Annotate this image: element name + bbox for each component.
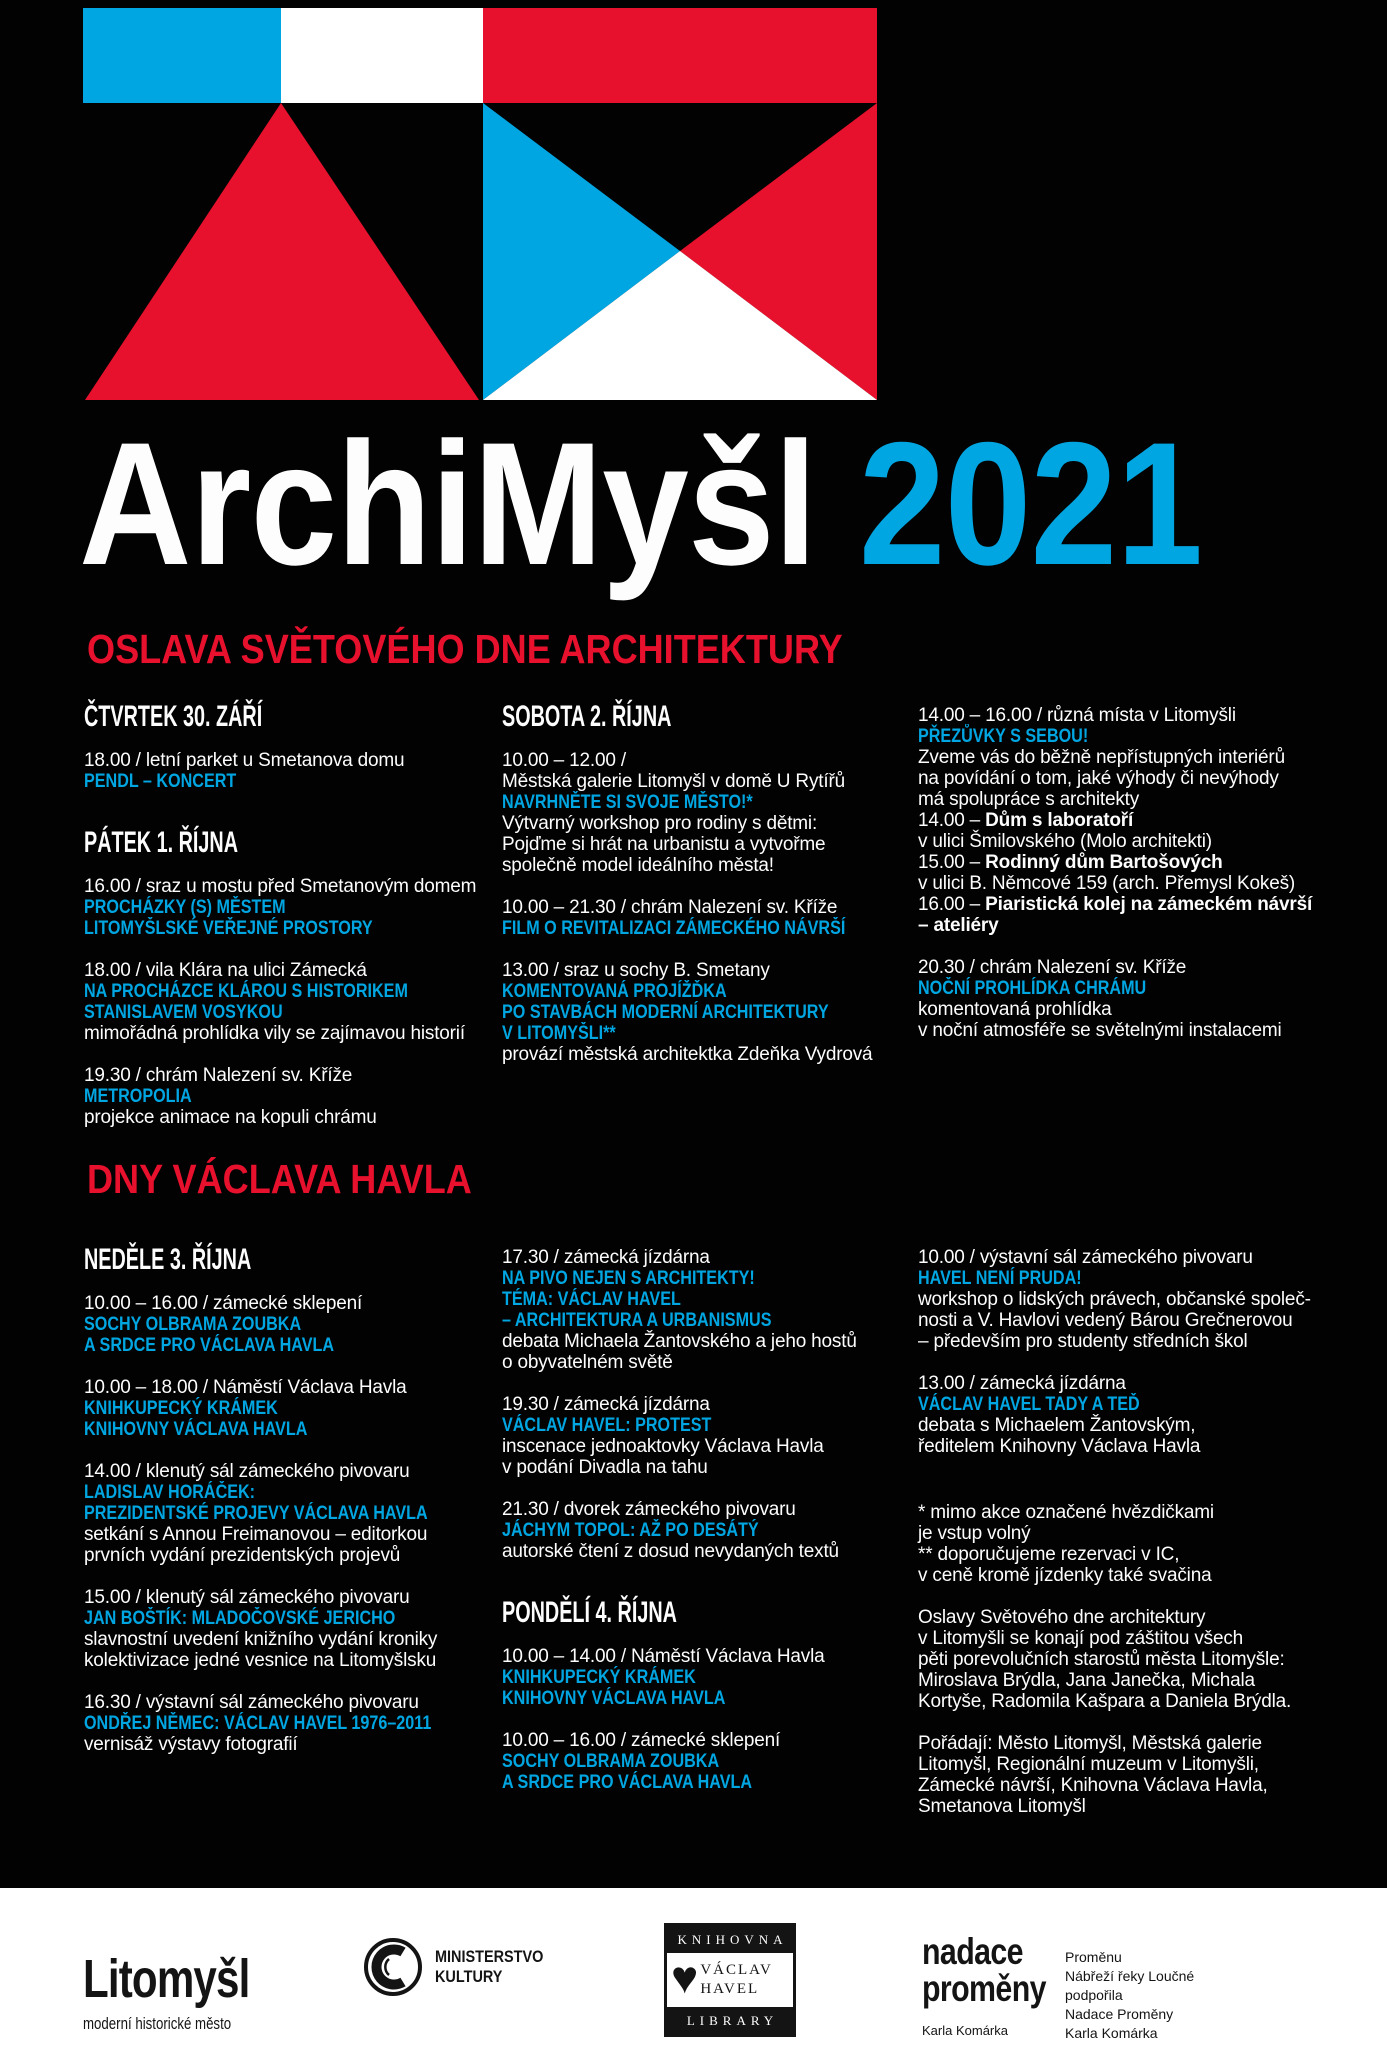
nadace-logo-line1: nadace — [922, 1931, 1023, 1972]
event-block — [502, 1394, 922, 1478]
archimysl-logo-icon — [83, 8, 877, 400]
event-line: HAVEL NENÍ PRUDA! — [918, 1268, 1082, 1289]
event-line: inscenace jednoaktovky Václava Havla — [502, 1436, 824, 1457]
event-line: v Litomyšli se konají pod záštitou všech — [918, 1628, 1244, 1649]
event-block — [502, 1499, 922, 1562]
ministry-line2: KULTURY — [435, 1967, 503, 1986]
heart-icon: ♥ — [671, 1952, 699, 2003]
event-line: 19.30 / zámecká jízdárna — [502, 1394, 710, 1415]
event-block — [84, 1461, 504, 1566]
event-line: KOMENTOVANÁ PROJÍŽĎKA — [502, 981, 727, 1002]
event-line: na povídání o tom, jaké výhody či nevýhody — [918, 768, 1279, 789]
event-line: FILM O REVITALIZACI ZÁMECKÉHO NÁVRŠÍ — [502, 918, 846, 939]
litomysl-logo-name: Litomyšl — [83, 1949, 250, 2009]
event-line: setkání s Annou Freimanovou – editorkou — [84, 1524, 428, 1545]
event-block — [84, 876, 504, 939]
page-title — [79, 407, 1203, 602]
support-line: Nadace Proměny — [1065, 2006, 1174, 2022]
library-name-line1: VÁCLAV — [700, 1962, 773, 1978]
ministry-logo-text — [435, 1947, 543, 1987]
event-line: nosti a V. Havlovi vedený Bárou Grečnerovou — [918, 1310, 1293, 1331]
event-block — [918, 1247, 1338, 1352]
section-heading-architecture-day: OSLAVA SVĚTOVÉHO DNE ARCHITEKTURY — [87, 626, 843, 672]
event-line: METROPOLIA — [84, 1086, 192, 1107]
event-line: vernisáž výstavy fotografií — [84, 1734, 298, 1755]
event-line: PREZIDENTSKÉ PROJEVY VÁCLAVA HAVLA — [84, 1503, 428, 1524]
event-line: NOČNÍ PROHLÍDKA CHRÁMU — [918, 978, 1147, 999]
event-line: mimořádná prohlídka vily se zajímavou historií — [84, 1023, 465, 1044]
litomysl-logo — [83, 1949, 296, 2033]
event-line: KNIHOVNY VÁCLAVA HAVLA — [84, 1419, 308, 1440]
event-line: LITOMYŠLSKÉ VEŘEJNÉ PROSTORY — [84, 918, 373, 939]
event-line: 17.30 / zámecká jízdárna — [502, 1247, 710, 1268]
event-block — [84, 1587, 504, 1671]
event-line: Zveme vás do běžně nepřístupných interiérů — [918, 747, 1285, 768]
logo-white-square — [281, 8, 483, 103]
event-line: TÉMA: VÁCLAV HAVEL — [502, 1289, 681, 1310]
event-line: společně model ideálního města! — [502, 855, 774, 876]
event-block — [84, 1065, 504, 1128]
event-line: 10.00 – 16.00 / zámecké sklepení — [84, 1293, 363, 1314]
event-line-place: Rodinný dům Bartošových — [985, 852, 1223, 873]
support-note — [1065, 1948, 1194, 2043]
event-line: má spolupráce s architekty — [918, 789, 1140, 810]
event-line: provází městská architektka Zdeňka Vydrová — [502, 1044, 873, 1065]
event-line: 16.00 / sraz u mostu před Smetanovým domem — [84, 876, 477, 897]
title-name: ArchiMyšl — [79, 407, 817, 602]
event-line: komentovaná prohlídka — [918, 999, 1112, 1020]
event-block — [502, 750, 922, 876]
event-line-time: 14.00 – — [918, 810, 986, 831]
event-line: JÁCHYM TOPOL: AŽ PO DESÁTÝ — [502, 1520, 759, 1541]
title-year: 2021 — [858, 407, 1203, 602]
nadace-promeny-logo — [922, 1933, 1073, 2037]
event-line: 18.00 / letní parket u Smetanova domu — [84, 750, 405, 771]
library-logo-top-bar: KNIHOVNA — [667, 1926, 793, 1953]
event-line: SOCHY OLBRAMA ZOUBKA — [502, 1751, 720, 1772]
support-line: Karla Komárka — [1065, 2025, 1158, 2041]
event-line: workshop o lidských právech, občanské společ- — [918, 1289, 1311, 1310]
events-column — [502, 700, 922, 1086]
event-line: V LITOMYŠLI** — [502, 1023, 616, 1044]
vaclav-havel-library-logo — [664, 1923, 796, 2037]
event-line: A SRDCE PRO VÁCLAVA HAVLA — [84, 1335, 335, 1356]
logo-cyan-square — [83, 8, 281, 103]
event-line: KNIHOVNY VÁCLAVA HAVLA — [502, 1688, 726, 1709]
event-line: v noční atmosféře se světelnými instalacemi — [918, 1020, 1282, 1041]
event-line: 10.00 – 16.00 / zámecké sklepení — [502, 1730, 781, 1751]
event-line: 13.00 / sraz u sochy B. Smetany — [502, 960, 770, 981]
event-line: LADISLAV HORÁČEK: — [84, 1482, 256, 1503]
event-line: pěti porevolučních starostů města Litomyšle: — [918, 1649, 1285, 1670]
event-line: autorské čtení z dosud nevydaných textů — [502, 1541, 839, 1562]
event-line: Městská galerie Litomyšl v domě U Rytířů — [502, 771, 845, 792]
event-block — [918, 1502, 1338, 1586]
event-line: v ulici Šmilovského (Molo architekti) — [918, 831, 1212, 852]
event-line: o obyvatelném světě — [502, 1352, 673, 1373]
event-block — [502, 1247, 922, 1373]
nadace-logo-sub: Karla Komárka — [922, 2023, 1008, 2038]
day-heading: SOBOTA 2. ŘÍJNA — [502, 700, 672, 733]
event-line: Kortyše, Radomila Kašpara a Daniela Brýdla. — [918, 1691, 1292, 1712]
event-block — [84, 1377, 504, 1440]
event-block — [918, 1607, 1338, 1712]
event-line: Výtvarný workshop pro rodiny s dětmi: — [502, 813, 818, 834]
event-line: 14.00 / klenutý sál zámeckého pivovaru — [84, 1461, 410, 1482]
event-line: – ARCHITEKTURA A URBANISMUS — [502, 1310, 772, 1331]
event-line: PROCHÁZKY (S) MĚSTEM — [84, 897, 286, 918]
event-block — [502, 1730, 922, 1793]
event-line: ** doporučujeme rezervaci v IC, — [918, 1544, 1180, 1565]
event-line: 10.00 – 18.00 / Náměstí Václava Havla — [84, 1377, 407, 1398]
event-line: kolektivizace jedné vesnice na Litomyšlsku — [84, 1650, 437, 1671]
event-line: VÁCLAV HAVEL TADY A TEĎ — [918, 1394, 1140, 1415]
event-line: JAN BOŠTÍK: MLADOČOVSKÉ JERICHO — [84, 1608, 396, 1629]
event-line: 14.00 – 16.00 / různá místa v Litomyšli — [918, 705, 1236, 726]
event-line: je vstup volný — [918, 1523, 1031, 1544]
event-line — [918, 894, 1338, 915]
library-name-line2: HAVEL — [700, 1981, 760, 1997]
event-line: Zámecké návrší, Knihovna Václava Havla, — [918, 1775, 1268, 1796]
event-line: – ateliéry — [918, 915, 999, 936]
footer-logo-strip — [0, 1888, 1387, 2048]
event-line: KNIHKUPECKÝ KRÁMEK — [84, 1398, 278, 1419]
event-block — [502, 897, 922, 939]
logo-red-triangle-a — [85, 103, 479, 400]
event-line: 13.00 / zámecká jízdárna — [918, 1373, 1126, 1394]
events-column — [918, 1243, 1338, 1838]
day-heading: PÁTEK 1. ŘÍJNA — [84, 826, 239, 859]
event-line: NA PROCHÁZCE KLÁROU S HISTORIKEM — [84, 981, 408, 1002]
event-line: 19.30 / chrám Nalezení sv. Kříže — [84, 1065, 353, 1086]
support-line: Nábřeží řeky Loučné — [1065, 1968, 1195, 1984]
nadace-logo-line2: proměny — [922, 1968, 1046, 2009]
event-line: SOCHY OLBRAMA ZOUBKA — [84, 1314, 302, 1335]
event-line: ředitelem Knihovny Václava Havla — [918, 1436, 1201, 1457]
event-line: – především pro studenty středních škol — [918, 1331, 1248, 1352]
litomysl-logo-tagline: moderní historické město — [83, 2014, 232, 2033]
event-line: NAVRHNĚTE SI SVOJE MĚSTO!* — [502, 792, 753, 813]
event-line: KNIHKUPECKÝ KRÁMEK — [502, 1667, 696, 1688]
event-block — [918, 705, 1338, 936]
event-line: slavnostní uvedení knižního vydání kroniky — [84, 1629, 438, 1650]
event-line: 18.00 / vila Klára na ulici Zámecká — [84, 960, 367, 981]
event-line: projekce animace na kopuli chrámu — [84, 1107, 377, 1128]
event-line: VÁCLAV HAVEL: PROTEST — [502, 1415, 712, 1436]
event-line: 16.30 / výstavní sál zámeckého pivovaru — [84, 1692, 419, 1713]
ministry-of-culture-logo — [363, 1937, 563, 1997]
event-line: * mimo akce označené hvězdičkami — [918, 1502, 1214, 1523]
event-line: 20.30 / chrám Nalezení sv. Kříže — [918, 957, 1187, 978]
event-line: Miroslava Brýdla, Jana Janečka, Michala — [918, 1670, 1255, 1691]
event-line — [918, 852, 1338, 873]
event-line: 10.00 – 12.00 / — [502, 750, 626, 771]
event-block — [84, 750, 504, 792]
day-heading: NEDĚLE 3. ŘÍJNA — [84, 1243, 252, 1276]
section-heading-havel-days: DNY VÁCLAVA HAVLA — [87, 1156, 472, 1202]
event-line-time: 16.00 – — [918, 894, 986, 915]
logo-red-rect — [483, 8, 877, 103]
event-line: PO STAVBÁCH MODERNÍ ARCHITEKTURY — [502, 1002, 829, 1023]
event-line: 10.00 / výstavní sál zámeckého pivovaru — [918, 1247, 1253, 1268]
event-line — [918, 810, 1338, 831]
support-line: podpořila — [1065, 1987, 1123, 2003]
event-line: v podání Divadla na tahu — [502, 1457, 708, 1478]
event-block — [84, 960, 504, 1044]
event-line: A SRDCE PRO VÁCLAVA HAVLA — [502, 1772, 753, 1793]
events-column — [84, 700, 504, 1149]
event-line: v ceně kromě jízdenky také svačina — [918, 1565, 1212, 1586]
event-block — [502, 960, 922, 1065]
event-block — [84, 1692, 504, 1755]
event-line-time: 15.00 – — [918, 852, 986, 873]
event-line: Smetanova Litomyšl — [918, 1796, 1086, 1817]
event-line: debata Michaela Žantovského a jeho hostů — [502, 1331, 857, 1352]
event-block — [918, 1373, 1338, 1457]
library-logo-bottom-bar: LIBRARY — [667, 2007, 793, 2034]
library-logo-names — [700, 1961, 773, 1999]
event-block — [84, 1293, 504, 1356]
support-line: Proměnu — [1065, 1949, 1122, 1965]
events-column — [84, 1243, 504, 1776]
ministry-line1: MINISTERSTVO — [435, 1947, 544, 1966]
events-column — [502, 1243, 922, 1814]
event-line-place: Dům s laboratoří — [985, 810, 1134, 831]
event-line: STANISLAVEM VOSYKOU — [84, 1002, 283, 1023]
library-logo-middle — [667, 1953, 793, 2007]
event-line: Pořádají: Město Litomyšl, Městská galerie — [918, 1733, 1262, 1754]
event-line: 10.00 – 21.30 / chrám Nalezení sv. Kříže — [502, 897, 838, 918]
event-line: debata s Michaelem Žantovským, — [918, 1415, 1196, 1436]
event-block — [502, 1646, 922, 1709]
event-line: ONDŘEJ NĚMEC: VÁCLAV HAVEL 1976–2011 — [84, 1713, 432, 1734]
events-column — [918, 700, 1338, 1062]
event-line: NA PIVO NEJEN S ARCHITEKTY! — [502, 1268, 755, 1289]
event-line: Litomyšl, Regionální muzeum v Litomyšli, — [918, 1754, 1259, 1775]
event-block — [918, 957, 1338, 1041]
event-line: PŘEZŮVKY S SEBOU! — [918, 726, 1089, 747]
event-line: Pojďme si hrát na urbanistu a vytvořme — [502, 834, 826, 855]
event-block — [918, 1733, 1338, 1817]
day-heading: ČTVRTEK 30. ZÁŘÍ — [84, 700, 263, 733]
event-line: PENDL – KONCERT — [84, 771, 237, 792]
event-line-place: Piaristická kolej na zámeckém návrší — [985, 894, 1313, 915]
event-line: v ulici B. Němcové 159 (arch. Přemysl Kokeš) — [918, 873, 1296, 894]
ministry-seal-icon — [363, 1937, 423, 1997]
event-line: Oslavy Světového dne architektury — [918, 1607, 1206, 1628]
event-line: 21.30 / dvorek zámeckého pivovaru — [502, 1499, 796, 1520]
day-heading: PONDĚLÍ 4. ŘÍJNA — [502, 1596, 677, 1629]
event-line: 15.00 / klenutý sál zámeckého pivovaru — [84, 1587, 410, 1608]
event-line: 10.00 – 14.00 / Náměstí Václava Havla — [502, 1646, 825, 1667]
event-line: prvních vydání prezidentských projevů — [84, 1545, 401, 1566]
